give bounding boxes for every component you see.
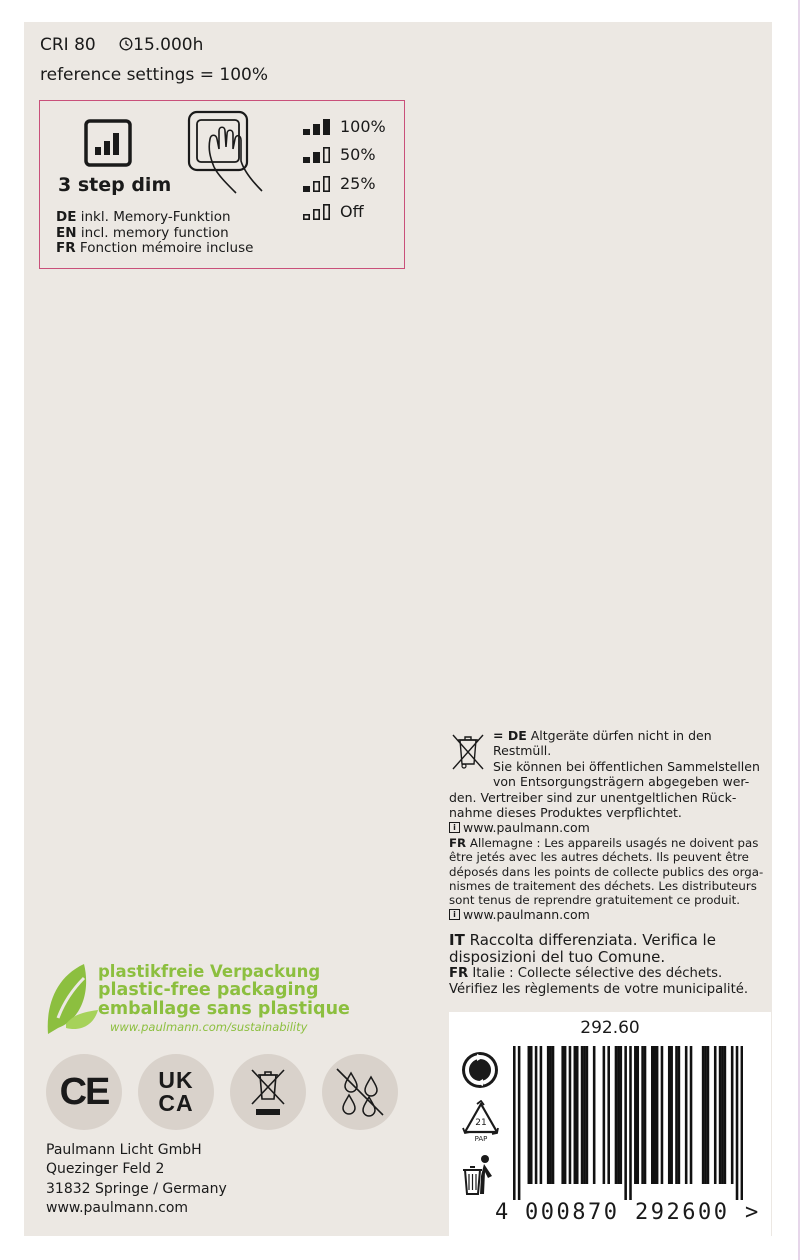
barcode-digit-first: 4 xyxy=(495,1200,509,1225)
disposal-de-line: Sie können bei öffentlichen Sammelstellen xyxy=(493,758,760,774)
barcode-bar xyxy=(530,1046,533,1184)
barcode-bar xyxy=(661,1046,664,1184)
ukca-mark xyxy=(138,1054,214,1130)
memory-line-en xyxy=(56,226,253,242)
memory-text: Fonction mémoire incluse xyxy=(79,240,254,256)
disposal-fr-line: déposés dans les points de collecte publics des orga- xyxy=(449,864,764,879)
dim-step xyxy=(302,193,386,222)
disposal-fr-line: nismes de traitement des déchets. Les distributeurs xyxy=(449,878,757,893)
lifetime xyxy=(119,35,203,55)
barcode-end-mark: > xyxy=(745,1200,759,1225)
barcode-bar xyxy=(615,1046,618,1184)
recycling-triangle-icon xyxy=(460,1100,502,1142)
barcode-bar xyxy=(651,1046,654,1184)
manufacturer-address xyxy=(46,1141,227,1218)
barcode-bar xyxy=(641,1046,644,1184)
lifetime-value: 15.000h xyxy=(133,35,204,55)
barcode-bar xyxy=(583,1046,586,1184)
barcode-bar xyxy=(564,1046,567,1184)
dim-step xyxy=(302,107,386,136)
memory-text: inkl. Memory-Funktion xyxy=(80,209,231,225)
disposal-it-line: disposizioni del tuo Comune. xyxy=(449,948,666,966)
recycling-symbol xyxy=(460,1100,502,1146)
disposal-de xyxy=(449,728,771,835)
no-liquid-icon xyxy=(331,1063,389,1121)
dim-level-3-icon xyxy=(302,118,332,136)
disposal-fr-line xyxy=(449,836,773,850)
dim-step-label: 50% xyxy=(340,145,376,164)
disposal-fr-line: être jetés avec les autres déchets. Ils peuvent être xyxy=(449,850,749,865)
barcode-bar xyxy=(528,1046,531,1184)
web: www.paulmann.com xyxy=(46,1199,189,1216)
ukca-bottom: CA xyxy=(158,1090,194,1116)
barcode-bar xyxy=(719,1046,722,1184)
memory-line-de xyxy=(56,210,253,226)
info-icon: i xyxy=(449,822,460,833)
reference-settings: reference settings = 100% xyxy=(40,65,269,85)
barcode-bar xyxy=(721,1046,724,1184)
barcode-bar xyxy=(561,1046,564,1184)
barcode-bar xyxy=(603,1046,606,1184)
clock-icon xyxy=(119,37,133,51)
disposal-fr2-line: Vérifiez les règlements de votre municipalité. xyxy=(449,981,749,997)
barcode-digits-left: 000870 xyxy=(525,1200,620,1225)
info-icon: i xyxy=(449,909,460,920)
barcode-bar xyxy=(678,1046,681,1184)
eco-url: www.paulmann.com/sustainability xyxy=(110,1020,308,1034)
barcode-bar xyxy=(634,1046,637,1184)
leaf-icon xyxy=(44,958,100,1036)
barcode-bar xyxy=(569,1046,572,1184)
barcode-bar xyxy=(547,1046,550,1184)
barcode-bar xyxy=(741,1046,743,1200)
disposal-it xyxy=(449,932,773,997)
barcode-bar xyxy=(690,1046,693,1184)
barcode-bar xyxy=(736,1046,739,1200)
barcode-bar xyxy=(593,1046,596,1184)
ean-barcode xyxy=(513,1046,743,1200)
ce-mark xyxy=(46,1054,122,1130)
dim-step xyxy=(302,136,386,165)
barcode-bar xyxy=(714,1046,717,1184)
barcode-bar xyxy=(574,1046,577,1184)
dim-steps xyxy=(302,107,386,221)
barcode-bar xyxy=(653,1046,656,1184)
barcode-bar xyxy=(731,1046,734,1184)
dim-level-0-icon xyxy=(302,203,332,221)
barcode-bar xyxy=(670,1046,673,1184)
disposal-de-line: den. Vertreiber sind zur unentgeltlichen Rück- xyxy=(449,789,737,805)
barcode-bar xyxy=(624,1046,627,1200)
disposal-it-line xyxy=(449,932,773,949)
weee-mark xyxy=(230,1054,306,1130)
disposal-fr2-line xyxy=(449,966,773,982)
street: Quezinger Feld 2 xyxy=(46,1161,165,1178)
website-text: www.paulmann.com xyxy=(463,907,590,923)
barcode-bar xyxy=(581,1046,584,1184)
dim-step-label: Off xyxy=(340,202,364,221)
company-name: Paulmann Licht GmbH xyxy=(46,1142,202,1158)
barcode-bar xyxy=(576,1046,579,1184)
barcode-bar xyxy=(704,1046,707,1184)
barcode-bar xyxy=(607,1046,610,1184)
lang-code: FR xyxy=(56,240,76,256)
dim-level-1-icon xyxy=(302,175,332,193)
barcode-bar xyxy=(540,1046,543,1184)
fr-prefix: FR xyxy=(449,836,467,850)
crossed-bin-icon xyxy=(248,1067,288,1117)
dim-info-box xyxy=(39,100,405,269)
memory-function-text xyxy=(56,210,253,257)
barcode-bar xyxy=(644,1046,647,1184)
disposal-fr-text: Allemagne : Les appareils usagés ne doivent pas xyxy=(469,836,759,850)
eco-line-de: plastikfreie Verpackung xyxy=(98,962,321,981)
disposal-it-text: Raccolta differenziata. Verifica le xyxy=(469,931,716,949)
cri-value: CRI 80 xyxy=(40,35,96,55)
barcode-bar xyxy=(675,1046,678,1184)
no-solvent-mark xyxy=(322,1054,398,1130)
disposal-de-line: nahme dieses Produktes verpflichtet. xyxy=(449,805,682,821)
city: 31832 Springe / Germany xyxy=(46,1180,227,1197)
spec-line xyxy=(40,35,203,55)
recycling-material: PAP xyxy=(474,1135,488,1142)
website-line xyxy=(449,820,771,835)
barcode-panel xyxy=(449,1012,771,1236)
memory-line-fr xyxy=(56,241,253,257)
barcode-digits-right: 292600 xyxy=(635,1200,730,1225)
barcode-bar xyxy=(668,1046,671,1184)
dim-step-label: 100% xyxy=(340,116,386,136)
website-line xyxy=(449,907,773,922)
barcode-bar xyxy=(707,1046,710,1184)
dim-step xyxy=(302,164,386,193)
memory-text: incl. memory function xyxy=(80,224,229,241)
disposal-fr xyxy=(449,836,773,922)
fr-prefix: FR xyxy=(449,966,469,981)
hand-switch-icon xyxy=(186,109,276,199)
ukca-mark-text xyxy=(158,1069,193,1115)
dim-level-icon xyxy=(84,119,132,167)
barcode-bar xyxy=(724,1046,727,1184)
dim-step-label: 25% xyxy=(340,173,376,193)
disposal-fr2-text: Italie : Collecte sélective des déchets. xyxy=(472,966,723,981)
barcode-bar xyxy=(636,1046,639,1184)
recycling-code: 21 xyxy=(475,1118,487,1128)
tidyman-icon xyxy=(462,1154,496,1196)
lang-code: DE xyxy=(56,209,77,225)
ukca-top: UK xyxy=(158,1067,194,1093)
article-number: 292.60 xyxy=(580,1018,640,1038)
barcode-bar xyxy=(513,1046,516,1200)
de-prefix: = DE xyxy=(493,728,527,743)
barcode-bar xyxy=(552,1046,555,1184)
barcode-bar xyxy=(685,1046,688,1184)
barcode-bar xyxy=(535,1046,538,1184)
dim-level-2-icon xyxy=(302,146,332,164)
eco-line-en: plastic-free packaging xyxy=(98,980,319,1000)
green-dot-icon xyxy=(460,1050,500,1090)
disposal-de-line xyxy=(449,728,771,759)
barcode-bar xyxy=(549,1046,552,1184)
lang-code: EN xyxy=(56,224,77,241)
barcode-bar xyxy=(702,1046,705,1184)
plastic-free-label xyxy=(98,962,350,1035)
disposal-fr-line: sont tenus de reprendre gratuitement ce produit. xyxy=(449,893,741,908)
ce-mark-text: CE xyxy=(59,1070,109,1113)
barcode-bar xyxy=(617,1046,620,1184)
website-text: www.paulmann.com xyxy=(463,820,590,836)
eco-line-fr: emballage sans plastique xyxy=(98,999,350,1019)
barcode-bar xyxy=(586,1046,589,1184)
barcode-bar xyxy=(629,1046,632,1200)
barcode-bar xyxy=(620,1046,623,1184)
disposal-de-line: von Entsorgungsträgern abgegeben wer- xyxy=(493,774,750,790)
barcode-bar xyxy=(656,1046,659,1184)
disposal-de-text: Altgeräte dürfen nicht in den Restmüll. xyxy=(493,728,712,759)
barcode-bar xyxy=(518,1046,521,1200)
it-prefix: IT xyxy=(449,931,465,949)
dim-title: 3 step dim xyxy=(58,174,172,196)
crossed-bin-icon xyxy=(449,732,487,772)
